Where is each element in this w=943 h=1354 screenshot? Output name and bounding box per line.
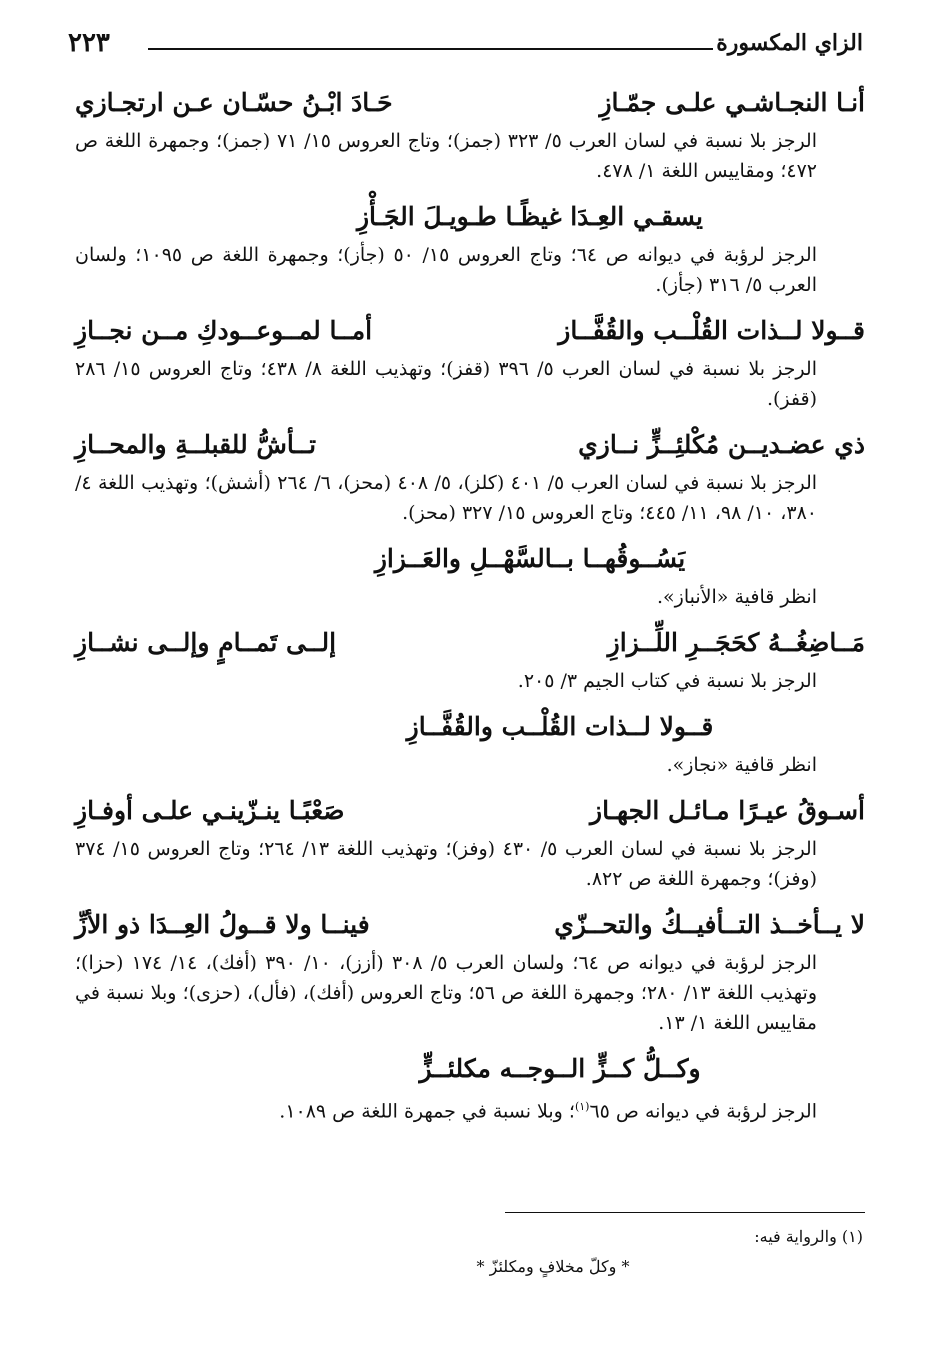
verse-hemistich-first: أسـوقُ عيـرًا مـائـل الجهـاز (590, 796, 865, 825)
citation-text: الرجز بلا نسبة في لسان العرب ٥/ ٤٠١ (كلز)، ٥/ ٤٠٨ (محز)، ٦/ ٢٦٤ (أشش)؛ وتهذيب اللغة ٤/ ٣٨٠، ١٠/ ٩٨، ١١/ ٤٤٥؛ وتاج العروس ١٥/ ٣٢٧ (محز). (75, 472, 818, 524)
footnote-separator (505, 1212, 865, 1213)
verse-hemistich-first: ذي عضـديــن مُكْلئِــزٍّ نــازي (578, 430, 865, 459)
verse-line (75, 1046, 865, 1092)
verse-line (75, 536, 865, 582)
verse-hemistich-single: يَسُــوقُهــا بــالسَّهْــلِ والعَــزازِ (374, 544, 686, 573)
header-rule (148, 48, 713, 50)
verse-hemistich-first: مَــاضِغُــهُ كحَجَــرِ اللِّــزازِ (607, 628, 865, 657)
page-header (68, 28, 863, 68)
footnote (83, 1222, 863, 1282)
verse-line (75, 308, 865, 354)
verse-line (75, 620, 865, 666)
verse-hemistich-single: يسقـي العِـدَا غيظًـا طـويـلَ الجَـأْزِ (356, 202, 704, 231)
citation-text: الرجز بلا نسبة في كتاب الجيم ٣/ ٢٠٥. (517, 670, 817, 692)
citation-text-part: الرجز لرؤبة في ديوانه ص ٦٥ (589, 1100, 817, 1123)
citation-text: الرجز لرؤبة في ديوانه ص ٦٤؛ وتاج العروس ١٥/ ٥٠ (جأز)؛ وجمهرة اللغة ص ١٠٩٥؛ ولسان العرب ٥/ ٣١٦ (جأز). (75, 244, 817, 296)
verse-hemistich-second: فينــا ولا قــولُ العِــدَا ذو الأزِّ (75, 910, 370, 939)
verse-hemistich-first: أنـا النجـاشـي علـى جمّـازِ (599, 88, 865, 117)
footnote-verse: * وكلّ مخلافٍ ومكلئزّ * (476, 1257, 630, 1276)
footnote-text: (١) والرواية فيه: (754, 1227, 863, 1246)
page-number: ٢٢٣ (68, 28, 110, 58)
verse-hemistich-second: حَـادَ ابْـنُ حسّـان عـن ارتجـازي (75, 88, 393, 117)
verse-hemistich-second: إلــى تَمــامٍ وإلــى نشــازِ (75, 628, 337, 657)
verse-hemistich-second: أمــا لمــوعــودكِ مــن نجــازِ (75, 316, 373, 345)
citation-text: انظر قافية «الأنباز». (657, 586, 817, 608)
verse-hemistich-single: وكــلُّ كــزٍّ الــوجــه مكلئــزٍّ (419, 1054, 701, 1083)
verse-line (75, 902, 865, 948)
verse-hemistich-first: قــولا لــذات القُلْــب والقُفَّــاز (558, 316, 865, 345)
citation-text: انظر قافية «نجاز». (666, 754, 817, 776)
verse-hemistich-first: لا يــأخــذ التــأفيــكُ والتحــزّي (554, 910, 865, 939)
verse-line (75, 422, 865, 468)
footnote-marker[interactable]: (١) (574, 1100, 590, 1113)
citation-text-part: ؛ وبلا نسبة في جمهرة اللغة ص ١٠٨٩. (279, 1100, 575, 1123)
verse-line (75, 194, 865, 240)
page-body (75, 80, 865, 1134)
verse-hemistich-single: قــولا لــذات القُلْــب والقُفَّــازِ (406, 712, 714, 741)
verse-line (75, 80, 865, 126)
verse-hemistich-second: تــأشُّ للقبلــةِ والمحــازِ (75, 430, 317, 459)
chapter-title: الزاي المكسورة (716, 30, 863, 56)
citation-text: الرجز لرؤبة في ديوانه ص ٦٤؛ ولسان العرب ٥/ ٣٠٨ (أزز)، ١٠/ ٣٩٠ (أفك)، ١٤/ ١٧٤ (حزا)؛ وتهذيب اللغة ١٣/ ٢٨٠؛ وجمهرة اللغة ص ٥٦؛ وتاج العروس (أفك)، (فأل)، (حزى)؛ وبلا نسبة في مقاييس اللغة ١/ ١٣. (75, 952, 818, 1034)
citation-text (75, 1092, 865, 1126)
verse-hemistich-second: صَعْبًـا ينـزّينـي علـى أوفـازِ (75, 796, 345, 825)
citation-text: الرجز بلا نسبة في لسان العرب ٥/ ٣٩٦ (قفز)؛ وتهذيب اللغة ٨/ ٤٣٨؛ وتاج العروس ١٥/ ٢٨٦ (قفز). (75, 358, 817, 410)
verse-line (75, 704, 865, 750)
verse-line (75, 788, 865, 834)
citation-text: الرجز بلا نسبة في لسان العرب ٥/ ٣٢٣ (جمز)؛ وتاج العروس ١٥/ ٧١ (جمز)؛ وجمهرة اللغة ص ٤٧٢؛ ومقاييس اللغة ١/ ٤٧٨. (75, 130, 817, 182)
citation-text: الرجز بلا نسبة في لسان العرب ٥/ ٤٣٠ (وفز)؛ وتهذيب اللغة ١٣/ ٢٦٤؛ وتاج العروس ١٥/ ٣٧٤ (وفز)؛ وجمهرة اللغة ص ٨٢٢. (75, 838, 817, 890)
